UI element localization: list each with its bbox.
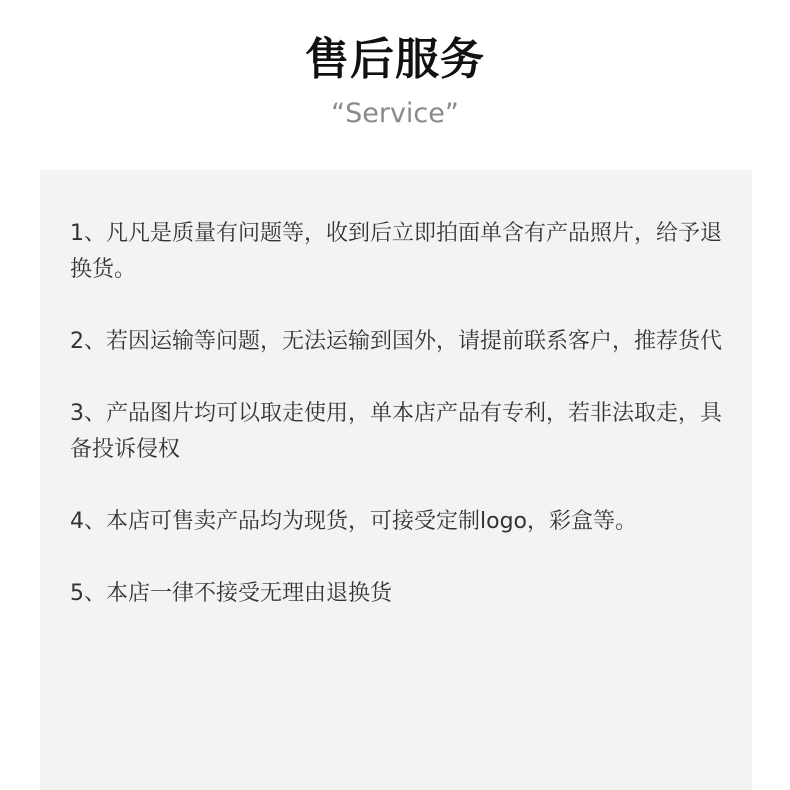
service-panel	[40, 170, 752, 790]
service-item-5: 5、本店一律不接受无理由退换货	[70, 581, 392, 606]
page-subtitle: “Service”	[331, 98, 459, 129]
service-list	[70, 216, 730, 648]
service-item-3: 3、产品图片均可以取走使用，单本店产品有专利，若非法取走，具备投诉侵权	[70, 401, 722, 462]
service-item-2: 2、若因运输等问题，无法运输到国外，请提前联系客户，推荐货代	[70, 329, 722, 354]
service-item-1: 1、凡凡是质量有问题等，收到后立即拍面单含有产品照片，给予退换货。	[70, 221, 722, 282]
service-item-4: 4、本店可售卖产品均为现货，可接受定制logo，彩盒等。	[70, 509, 637, 534]
page-title: 售后服务	[305, 34, 485, 85]
